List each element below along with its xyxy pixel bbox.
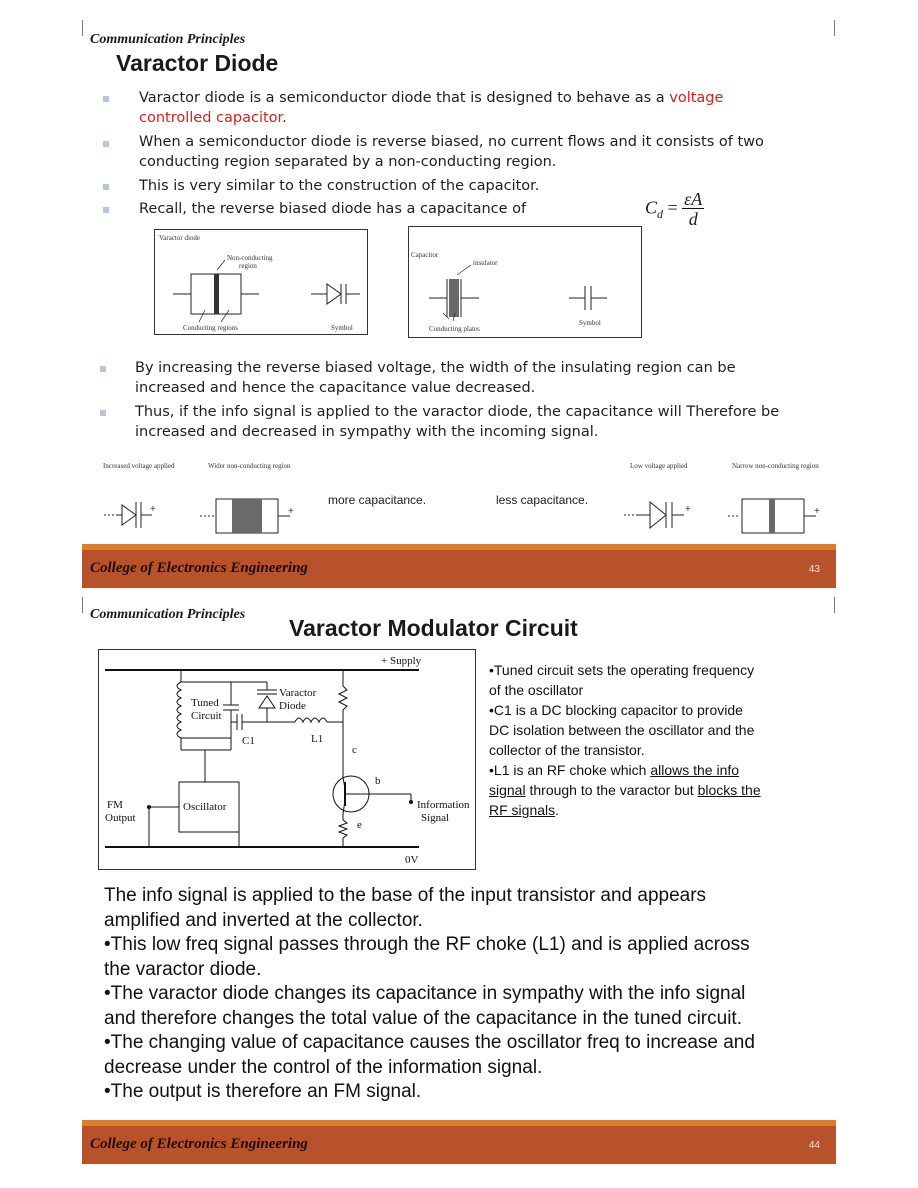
footer-text: College of Electronics Engineering (90, 1136, 308, 1152)
diode-label: Diode (279, 700, 306, 712)
slide1-header: Communication Principles (90, 32, 246, 47)
corner-mark (834, 20, 835, 36)
information-label: Information (417, 799, 470, 811)
bullet-text: Varactor diode is a semiconductor diode that is designed to behave as a voltage controlled capacitor. (139, 90, 724, 126)
slide2-footer (82, 1120, 836, 1164)
bullet-marker (103, 184, 109, 190)
explanation-text: The info signal is applied to the base of the input transistor and appears amplified and inverted at the collector. •This low freq signal passes through the RF choke (L1) and is applied across the varactor diode. •The varactor diode changes its capacitance in sympathy with the info signal and therefore changes the total value of the capacitance in the tuned circuit. •The changing value of capacitance causes the oscillator freq to increase and decrease under the control of the information signal. •The output is therefore an FM signal. (104, 885, 755, 1102)
circuit-label: Circuit (191, 710, 222, 722)
bullet-marker (103, 96, 109, 102)
more-capacitance-label: more capacitance. (328, 493, 427, 507)
corner-mark (82, 597, 83, 613)
svg-text:+: + (685, 504, 691, 515)
zero-volt-label: 0V (405, 854, 419, 866)
page-number: 44 (808, 1140, 820, 1151)
figure-label: Low voltage applied (630, 462, 688, 470)
figure-label: Increased voltage applied (103, 462, 175, 470)
svg-text:+: + (150, 504, 156, 515)
slide1-title: Varactor Diode (116, 50, 279, 76)
bullet-marker (100, 366, 106, 372)
varactor-label: Varactor (279, 687, 317, 699)
tuned-label: Tuned (191, 697, 219, 709)
l1-label: L1 (311, 733, 324, 745)
bullet-text: Recall, the reverse biased diode has a capacitance of (139, 201, 527, 217)
page-number: 43 (808, 564, 820, 575)
signal-label: Signal (421, 812, 450, 824)
figure-label: Narrow non-conducting region (732, 462, 819, 470)
less-capacitance-label: less capacitance. (496, 493, 589, 507)
varactor-diode-figure: Varactor diode Non-conducting region Conducting regions Symbol (154, 229, 368, 335)
bullet-text: Thus, if the info signal is applied to the varactor diode, the capacitance will Therefore be increased and decreased in sympathy with the incoming signal. (135, 404, 780, 440)
collector-label: c (352, 744, 357, 756)
corner-mark (82, 20, 83, 36)
capacitor-figure: Capacitor insulator Conducting plates Symbol (408, 226, 642, 338)
oscillator-label: Oscillator (183, 801, 227, 813)
circuit-description: •Tuned circuit sets the operating frequency of the oscillator •C1 is a DC blocking capacitor to provide DC isolation between the oscillator and the collector of the transistor. •L1 is an RF choke which allows the info signal through to the varactor but blocks the RF signals. (489, 662, 761, 818)
output-label: Output (105, 812, 136, 824)
slide2-header: Communication Principles (90, 607, 246, 622)
bullet-text: By increasing the reverse biased voltage, the width of the insulating region can be increased and hence the capacitance value decreased. (135, 360, 736, 396)
varactor-modulator-circuit (98, 649, 476, 870)
bullet-text: When a semiconductor diode is reverse biased, no current flows and it consists of two conducting region separated by a non-conducting region. (139, 134, 764, 170)
svg-text:+: + (288, 506, 294, 517)
capacitance-formula: $C_d$ = $\frac{\varepsilon A}{d}$ (645, 189, 703, 229)
svg-text:+: + (814, 506, 820, 517)
slide1-footer (82, 544, 836, 588)
bullet-text: This is very similar to the construction of the capacitor. (139, 178, 540, 194)
fm-label: FM (107, 799, 123, 811)
bullet-marker (100, 410, 106, 416)
bullet-marker (103, 207, 109, 213)
c1-label: C1 (242, 735, 255, 747)
figure-label: Wider non-conducting region (208, 462, 291, 470)
base-label: b (375, 775, 381, 787)
supply-label: + Supply (381, 655, 422, 667)
corner-mark (834, 597, 835, 613)
slide2-title: Varactor Modulator Circuit (289, 615, 578, 641)
bias-diagrams (0, 480, 918, 550)
emitter-label: e (357, 819, 362, 831)
bullet-marker (103, 141, 109, 147)
footer-text: College of Electronics Engineering (90, 560, 308, 576)
